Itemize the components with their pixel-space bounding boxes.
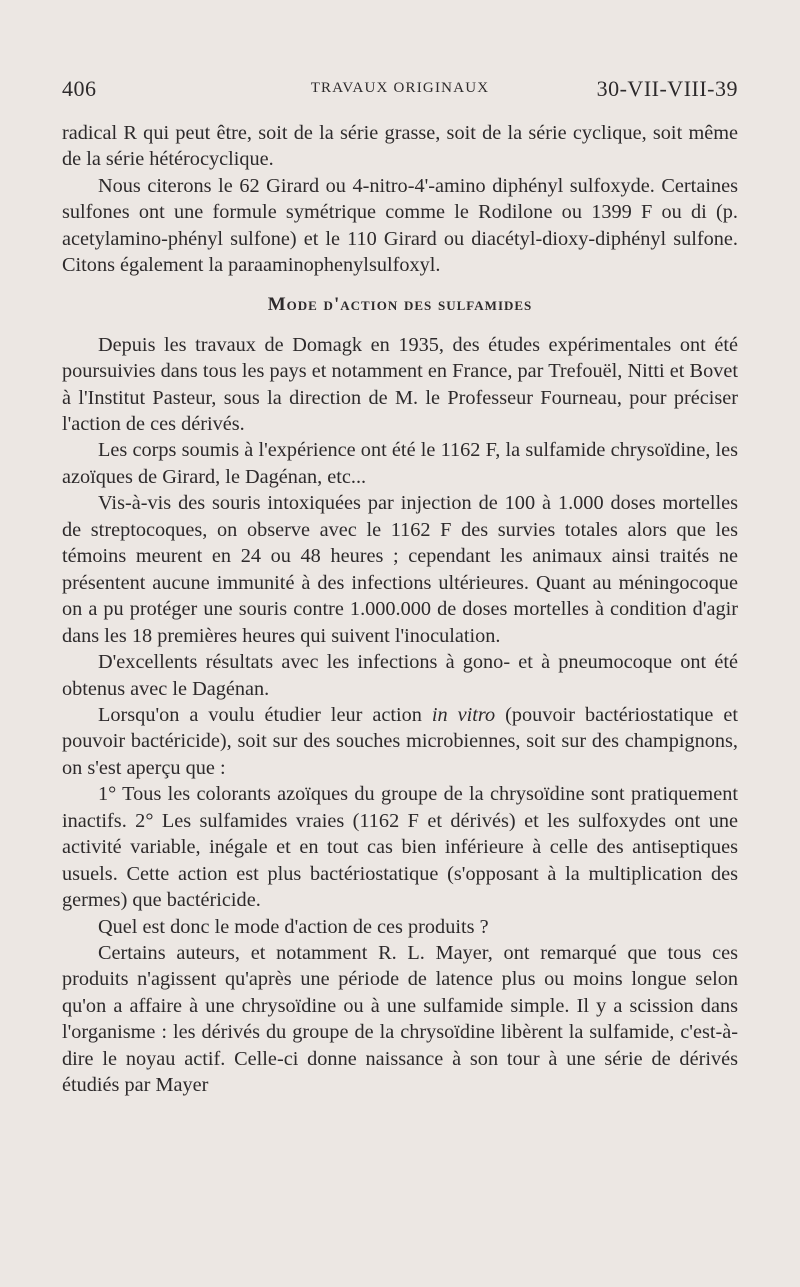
body-text: [62, 120, 738, 1099]
paragraph: Quel est donc le mode d'action de ces produits ?: [98, 915, 489, 938]
paragraph: D'excellents résultats avec les infections à gono- et à pneumocoque ont été obtenus avec le Dagénan.: [62, 651, 738, 700]
section-heading: Mode d'action des sulfamides: [267, 293, 533, 315]
paragraph-text: (pouvoir bactériostatique et pouvoir bactéricide), soit sur des souches microbiennes, soit sur des champignons, on s'est aperçu que :: [62, 703, 738, 779]
paragraph: Nous citerons le 62 Girard ou 4-nitro-4'-amino diphényl sulfoxyde. Certaines sulfones ont une formule symétrique comme le Rodilone ou 1399 F ou di (p. acetylamino-phényl sulfone) et le 110 Girard ou diacétyl-dioxy-diphényl sulfone. Citons également la paraaminophenylsulfoxyl.: [62, 174, 738, 277]
page-number: 406: [62, 76, 97, 101]
paragraph: Les corps soumis à l'expérience ont été le 1162 F, la sulfamide chrysoïdine, les azoïques de Girard, le Dagénan, etc...: [62, 439, 738, 488]
running-header: [62, 76, 738, 106]
paragraph-continuation: radical R qui peut être, soit de la série grasse, soit de la série cyclique, soit même de la série hétérocyclique.: [62, 122, 738, 171]
running-title: TRAVAUX ORIGINAUX: [310, 80, 490, 96]
paragraph: 1° Tous les colorants azoïques du groupe de la chrysoïdine sont pratiquement inactifs. 2° Les sulfamides vraies (1162 F et dérivés) et les sulfoxydes ont une activité variable, inégale et en tout cas bien inférieure à celle des antiseptiques usuels. Cette action est plus bactériostatique (s'opposant à la multiplication des germes) que bactéricide.: [62, 783, 738, 912]
paragraph: Certains auteurs, et notamment R. L. Mayer, ont remarqué que tous ces produits n'agissent qu'après une période de latence plus ou moins longue selon qu'on a affaire à une chrysoïdine ou à une sulfamide simple. Il y a scission dans l'organisme : les dérivés du groupe de la chrysoïdine libèrent la sulfamide, c'est-à-dire le noyau actif. Celle-ci donne naissance à son tour à une série de dérivés étudiés par Mayer: [62, 942, 738, 1097]
paragraph-text: Lorsqu'on a voulu étudier leur action: [98, 703, 432, 726]
issue-date: 30-VII-VIII-39: [596, 76, 738, 101]
italic-term: in vitro: [431, 703, 496, 726]
paragraph: Depuis les travaux de Domagk en 1935, des études expérimentales ont été poursuivies dans tous les pays et notamment en France, par Trefouël, Nitti et Bovet à l'Institut Pasteur, sous la direction de M. le Professeur Fourneau, pour préciser l'action de ces dérivés.: [62, 333, 738, 435]
paragraph: [62, 702, 738, 781]
paragraph: Vis-à-vis des souris intoxiquées par injection de 100 à 1.000 doses mortelles de streptocoques, on observe avec le 1162 F des survies totales alors que les témoins meurent en 24 ou 48 heures ; cependant les animaux ainsi traités ne présentent aucune immunité à des infections ultérieures. Quant au méningocoque on a pu protéger une souris contre 1.000.000 de doses mortelles à condition d'agir dans les 18 premières heures qui suivent l'inoculation.: [62, 492, 738, 647]
